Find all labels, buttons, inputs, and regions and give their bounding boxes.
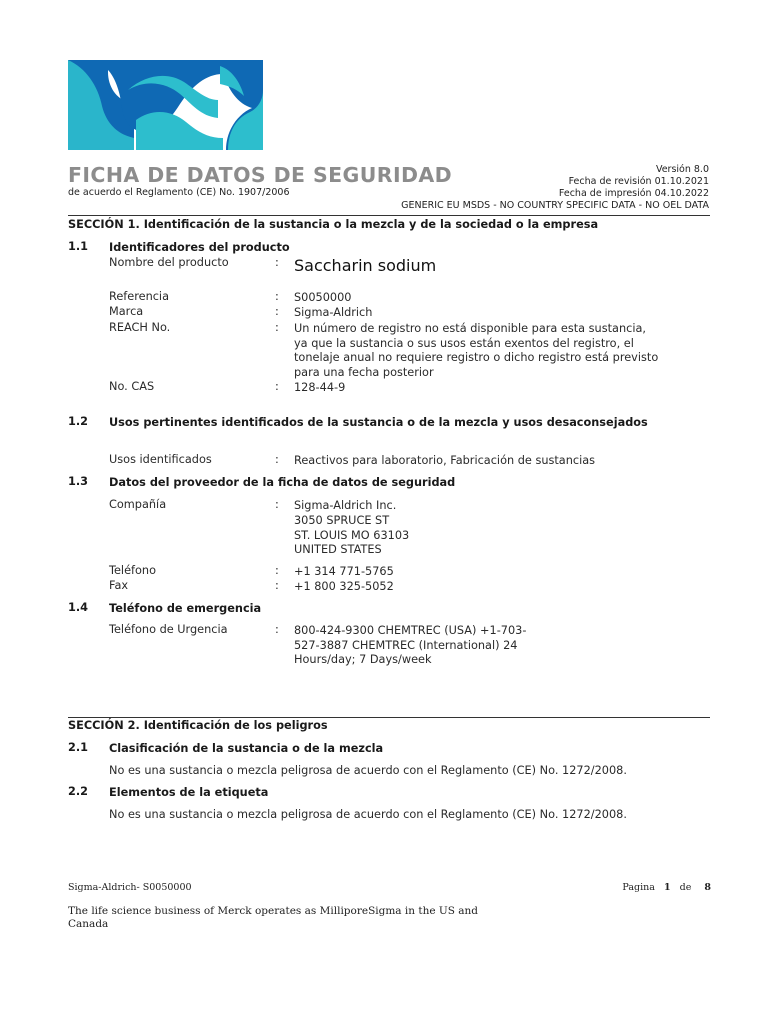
subsection-number: 1.4	[68, 601, 89, 614]
field-label: No. CAS	[109, 380, 155, 393]
page-of: de	[679, 882, 692, 893]
colon: :	[275, 321, 279, 334]
company-line: ST. LOUIS MO 63103	[294, 529, 410, 542]
reference-value: S0050000	[294, 291, 352, 304]
print-date: Fecha de impresión 04.10.2022	[558, 188, 709, 199]
colon: :	[275, 623, 279, 636]
product-name: Saccharin sodium	[294, 256, 437, 275]
page-total: 8	[704, 882, 711, 893]
footer-tagline: Canada	[68, 918, 109, 930]
document-subtitle: de acuerdo el Reglamento (CE) No. 1907/2006	[68, 187, 290, 198]
field-label: Referencia	[109, 290, 169, 303]
subsection-title: Elementos de la etiqueta	[109, 786, 269, 799]
subsection-number: 2.1	[68, 741, 89, 754]
subsection-title: Usos pertinentes identificados de la sustancia o de la mezcla y usos desaconsejados	[109, 416, 648, 429]
subsection-title: Identificadores del producto	[109, 241, 290, 254]
footer-tagline: The life science business of Merck operates as MilliporeSigma in the US and	[68, 905, 479, 917]
reach-value-line: ya que la sustancia o sus usos están exentos del registro, el	[294, 337, 634, 350]
subsection-number: 1.3	[68, 475, 89, 488]
revision-date: Fecha de revisión 01.10.2021	[568, 176, 709, 187]
page-number: 1	[663, 882, 671, 893]
colon: :	[275, 380, 279, 393]
phone-value: +1 314 771-5765	[294, 565, 394, 578]
section-2-heading	[68, 719, 328, 732]
footer-product-ref: Sigma-Aldrich- S0050000	[68, 882, 192, 893]
brand-value: Sigma-Aldrich	[294, 306, 373, 319]
divider	[68, 717, 710, 718]
colon: :	[275, 290, 279, 303]
reach-value-line: Un número de registro no está disponible para esta sustancia,	[294, 322, 646, 335]
colon: :	[275, 579, 279, 592]
uses-value: Reactivos para laboratorio, Fabricación de sustancias	[294, 454, 596, 467]
colon: :	[275, 453, 279, 466]
section-1-title: Identificación de la sustancia o la mezcla y de la sociedad o la empresa	[143, 218, 599, 231]
colon: :	[275, 498, 279, 511]
company-line: 3050 SPRUCE ST	[294, 514, 390, 527]
company-line: UNITED STATES	[294, 543, 382, 556]
section-1-prefix: SECCIÓN 1.	[68, 218, 140, 231]
field-label: Marca	[109, 305, 144, 318]
field-label: Nombre del producto	[109, 256, 229, 269]
reach-value-line: tonelaje anual no requiere registro o dicho registro está previsto	[294, 351, 659, 364]
subsection-title: Datos del proveedor de la ficha de datos de seguridad	[109, 476, 456, 489]
section-2-prefix: SECCIÓN 2.	[68, 719, 140, 732]
classification-text: No es una sustancia o mezcla peligrosa de acuerdo con el Reglamento (CE) No. 1272/2008.	[109, 764, 627, 777]
company-line: Sigma-Aldrich Inc.	[294, 499, 397, 512]
subsection-number: 1.2	[68, 415, 89, 428]
emergency-line: Hours/day; 7 Days/week	[294, 653, 432, 666]
data-note: GENERIC EU MSDS - NO COUNTRY SPECIFIC DATA - NO OEL DATA	[401, 200, 709, 211]
colon: :	[275, 305, 279, 318]
colon: :	[275, 564, 279, 577]
emergency-line: 800-424-9300 CHEMTREC (USA) +1-703-	[294, 624, 527, 637]
page-label: Pagina	[622, 882, 655, 893]
version: Versión 8.0	[655, 164, 709, 175]
reach-value-line: para una fecha posterior	[294, 366, 434, 379]
field-label: Compañía	[109, 498, 167, 511]
page-indicator	[622, 882, 711, 893]
field-label: Usos identificados	[109, 453, 212, 466]
cas-value: 128-44-9	[294, 381, 346, 394]
subsection-title: Clasificación de la sustancia o de la mezcla	[109, 742, 384, 755]
merck-logo	[68, 60, 263, 150]
section-2-title: Identificación de los peligros	[143, 719, 328, 732]
section-1-heading	[68, 218, 598, 231]
emergency-line: 527-3887 CHEMTREC (International) 24	[294, 639, 518, 652]
subsection-number: 2.2	[68, 785, 89, 798]
field-label: Fax	[109, 579, 129, 592]
field-label: Teléfono	[109, 564, 156, 577]
label-elements-text: No es una sustancia o mezcla peligrosa de acuerdo con el Reglamento (CE) No. 1272/2008.	[109, 808, 627, 821]
colon: :	[275, 256, 279, 269]
document-title: FICHA DE DATOS DE SEGURIDAD	[68, 163, 453, 187]
divider	[68, 215, 710, 216]
field-label: Teléfono de Urgencia	[109, 623, 228, 636]
subsection-number: 1.1	[68, 240, 89, 253]
field-label: REACH No.	[109, 321, 171, 334]
fax-value: +1 800 325-5052	[294, 580, 394, 593]
subsection-title: Teléfono de emergencia	[109, 602, 262, 615]
